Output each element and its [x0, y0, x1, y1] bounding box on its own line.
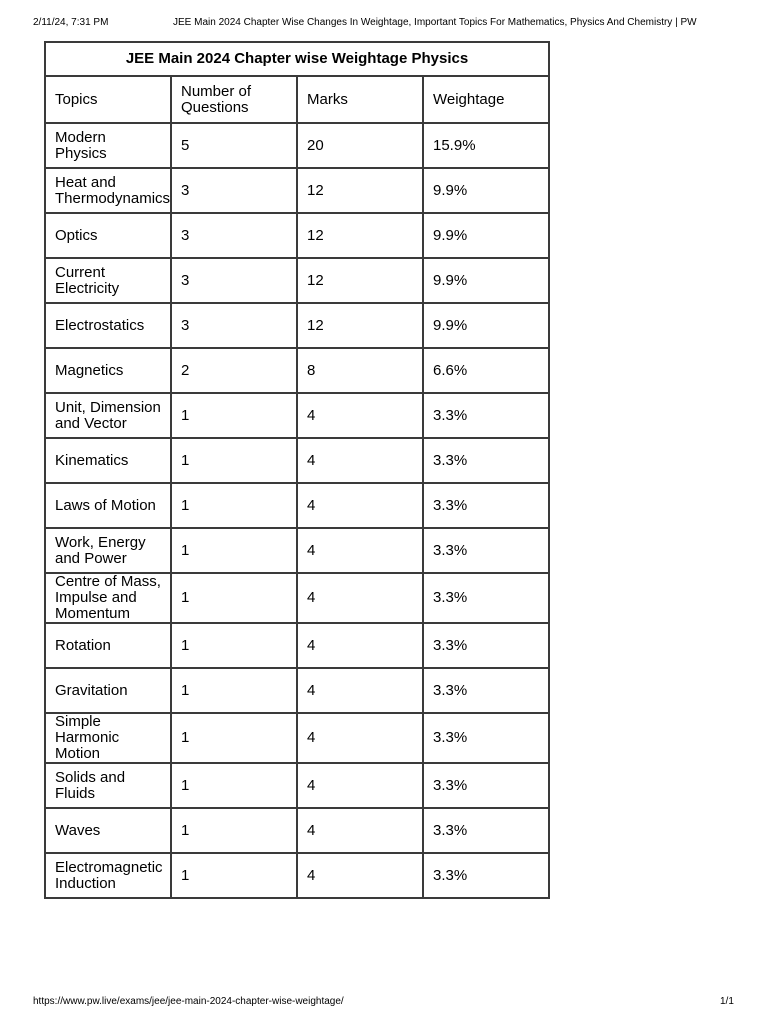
cell-topic: Unit, Dimension and Vector: [45, 393, 171, 438]
table-row: [45, 123, 549, 168]
table-row: [45, 483, 549, 528]
cell-weightage: 3.3%: [423, 713, 549, 763]
cell-questions: 1: [171, 668, 297, 713]
cell-marks: 8: [297, 348, 423, 393]
cell-marks: 4: [297, 573, 423, 623]
print-url: https://www.pw.live/exams/jee/jee-main-2024-chapter-wise-weightage/: [33, 996, 344, 1007]
cell-questions: 3: [171, 258, 297, 303]
table-row: [45, 853, 549, 898]
table-row: [45, 438, 549, 483]
cell-topic: Electromagnetic Induction: [45, 853, 171, 898]
header-number-of-questions: Number of Questions: [171, 76, 297, 123]
table-row: [45, 713, 549, 763]
cell-weightage: 9.9%: [423, 213, 549, 258]
table-row: [45, 168, 549, 213]
cell-marks: 12: [297, 303, 423, 348]
cell-topic: Kinematics: [45, 438, 171, 483]
cell-topic: Current Electricity: [45, 258, 171, 303]
cell-marks: 4: [297, 528, 423, 573]
cell-questions: 1: [171, 623, 297, 668]
cell-topic: Simple Harmonic Motion: [45, 713, 171, 763]
cell-topic: Centre of Mass, Impulse and Momentum: [45, 573, 171, 623]
cell-marks: 4: [297, 763, 423, 808]
table-row: [45, 763, 549, 808]
table-row: [45, 808, 549, 853]
cell-weightage: 3.3%: [423, 528, 549, 573]
table-row: [45, 303, 549, 348]
cell-topic: Electrostatics: [45, 303, 171, 348]
cell-topic: Solids and Fluids: [45, 763, 171, 808]
print-page-title: JEE Main 2024 Chapter Wise Changes In Weightage, Important Topics For Mathematics, Physics And Chemistry | PW: [173, 17, 697, 28]
print-date: 2/11/24, 7:31 PM: [33, 17, 109, 28]
cell-weightage: 9.9%: [423, 303, 549, 348]
cell-weightage: 3.3%: [423, 853, 549, 898]
cell-questions: 5: [171, 123, 297, 168]
table-row: [45, 528, 549, 573]
cell-weightage: 3.3%: [423, 763, 549, 808]
cell-marks: 4: [297, 393, 423, 438]
header-topics: Topics: [45, 76, 171, 123]
cell-questions: 1: [171, 853, 297, 898]
cell-questions: 1: [171, 483, 297, 528]
cell-marks: 4: [297, 438, 423, 483]
table-caption: JEE Main 2024 Chapter wise Weightage Physics: [45, 42, 549, 76]
cell-marks: 4: [297, 808, 423, 853]
table-body: [45, 123, 549, 898]
cell-marks: 4: [297, 623, 423, 668]
cell-questions: 1: [171, 808, 297, 853]
header-marks: Marks: [297, 76, 423, 123]
cell-topic: Laws of Motion: [45, 483, 171, 528]
cell-marks: 4: [297, 853, 423, 898]
cell-weightage: 3.3%: [423, 623, 549, 668]
cell-weightage: 9.9%: [423, 168, 549, 213]
weightage-table: [44, 41, 550, 899]
cell-weightage: 3.3%: [423, 573, 549, 623]
cell-topic: Work, Energy and Power: [45, 528, 171, 573]
cell-weightage: 3.3%: [423, 808, 549, 853]
table-row: [45, 258, 549, 303]
cell-questions: 2: [171, 348, 297, 393]
cell-topic: Optics: [45, 213, 171, 258]
cell-marks: 4: [297, 668, 423, 713]
table-row: [45, 213, 549, 258]
cell-topic: Magnetics: [45, 348, 171, 393]
cell-questions: 3: [171, 168, 297, 213]
cell-questions: 1: [171, 573, 297, 623]
cell-weightage: 3.3%: [423, 483, 549, 528]
cell-weightage: 3.3%: [423, 393, 549, 438]
header-weightage: Weightage: [423, 76, 549, 123]
cell-weightage: 9.9%: [423, 258, 549, 303]
cell-marks: 12: [297, 168, 423, 213]
cell-topic: Heat and Thermodynamics: [45, 168, 171, 213]
cell-topic: Rotation: [45, 623, 171, 668]
cell-weightage: 15.9%: [423, 123, 549, 168]
cell-marks: 12: [297, 213, 423, 258]
table-header-row: [45, 76, 549, 123]
cell-weightage: 3.3%: [423, 438, 549, 483]
cell-questions: 3: [171, 213, 297, 258]
table-row: [45, 573, 549, 623]
cell-topic: Modern Physics: [45, 123, 171, 168]
table-row: [45, 623, 549, 668]
table-row: [45, 393, 549, 438]
cell-questions: 3: [171, 303, 297, 348]
cell-weightage: 6.6%: [423, 348, 549, 393]
cell-questions: 1: [171, 713, 297, 763]
cell-questions: 1: [171, 393, 297, 438]
cell-marks: 4: [297, 713, 423, 763]
table-row: [45, 348, 549, 393]
cell-questions: 1: [171, 763, 297, 808]
cell-marks: 4: [297, 483, 423, 528]
cell-weightage: 3.3%: [423, 668, 549, 713]
cell-marks: 20: [297, 123, 423, 168]
cell-questions: 1: [171, 438, 297, 483]
cell-questions: 1: [171, 528, 297, 573]
print-page-number: 1/1: [720, 996, 734, 1007]
cell-topic: Waves: [45, 808, 171, 853]
table-row: [45, 668, 549, 713]
cell-marks: 12: [297, 258, 423, 303]
cell-topic: Gravitation: [45, 668, 171, 713]
